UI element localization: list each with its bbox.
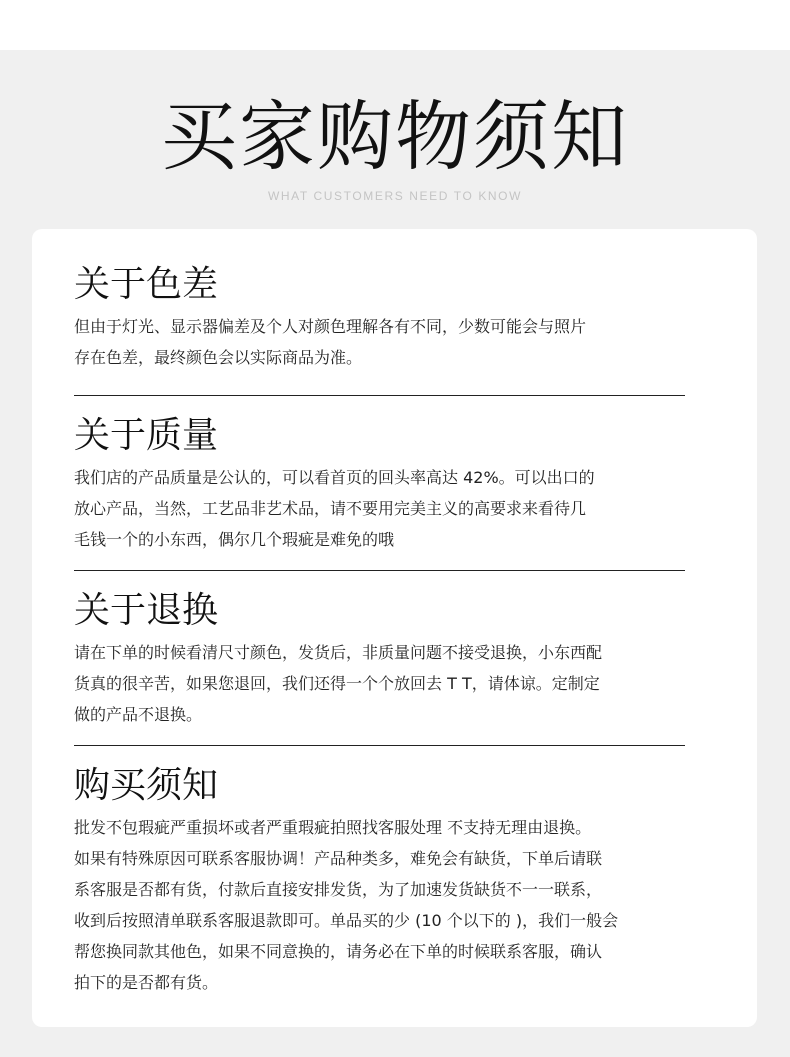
section-heading: 关于质量 bbox=[74, 415, 219, 456]
section-color-difference bbox=[74, 263, 684, 373]
top-band bbox=[0, 0, 790, 50]
section-divider bbox=[74, 745, 685, 746]
section-body: 但由于灯光、显示器偏差及个人对颜色理解各有不同，少数可能会与照片 存在色差，最终颜色会以实际商品为准。 bbox=[74, 317, 587, 367]
section-divider bbox=[74, 570, 685, 571]
section-heading: 购买须知 bbox=[74, 765, 219, 806]
page-subtitle: WHAT CUSTOMERS NEED TO KNOW bbox=[267, 189, 523, 203]
section-body: 我们店的产品质量是公认的，可以看首页的回头率高达 42%。可以出口的 放心产品，当然，工艺品非艺术品，请不要用完美主义的高要求来看待几 毛钱一个的小东西，偶尔几个瑕疵是难免的哦 bbox=[74, 468, 595, 549]
section-body: 批发不包瑕疵严重损坏或者严重瑕疵拍照找客服处理 不支持无理由退换。 如果有特殊原因可联系客服协调！产品种类多，难免会有缺货，下单后请联 系客服是否都有货，付款后直接安排发货，为了加速发货缺货不一一联系， 收到后按照清单联系客服退款即可。单品买的少 (10 个以下的 )，我们一般会 帮您换同款其他色，如果不同意换的，请务必在下单的时候联系客服，确认 拍下的是否都有货。 bbox=[74, 818, 619, 992]
section-divider bbox=[74, 395, 685, 396]
section-body: 请在下单的时候看清尺寸颜色，发货后，非质量问题不接受退换，小东西配 货真的很辛苦，如果您退回，我们还得一个个放回去 T T，请体谅。定制定 做的产品不退换。 bbox=[74, 643, 603, 724]
section-returns bbox=[74, 589, 684, 730]
section-heading: 关于色差 bbox=[74, 264, 219, 305]
section-purchase-notice bbox=[74, 764, 684, 998]
section-quality bbox=[74, 414, 684, 555]
section-heading: 关于退换 bbox=[74, 590, 219, 631]
page-title: 买家购物须知 bbox=[161, 92, 629, 181]
